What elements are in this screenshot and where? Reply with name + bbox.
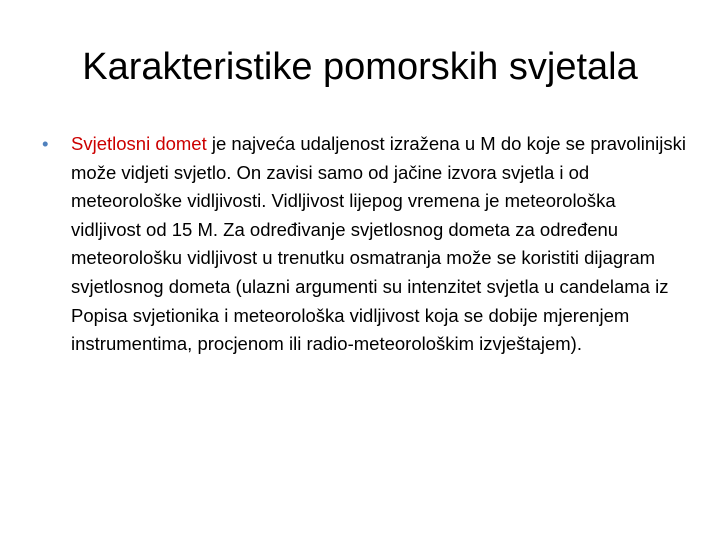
- bullet-item: [40, 130, 690, 359]
- slide-title: Karakteristike pomorskih svjetala: [82, 46, 638, 88]
- highlighted-term: Svjetlosni domet: [71, 133, 207, 154]
- bullet-text: je najveća udaljenost izražena u M do koje se pravolinijski može vidjeti svjetlo. On zavisi samo od jačine izvora svjetla i od meteorološke vidljivosti. Vidljivost lijepog vremena je meteorološka vidljivost od 15 M. Za određivanje svjetlosnog dometa za određenu meteorološku vidljivost u trenutku osmatranja može se koristiti dijagram svjetlosnog dometa (ulazni argumenti su intenzitet svjetla u candelama iz Popisa svjetionika i meteorološka vidljivost koja se dobije mjerenjem instrumentima, procjenom ili radio-meteorološkim izvještajem).: [71, 133, 686, 355]
- bullet-marker-icon: •: [42, 133, 49, 154]
- slide-body: [40, 130, 690, 359]
